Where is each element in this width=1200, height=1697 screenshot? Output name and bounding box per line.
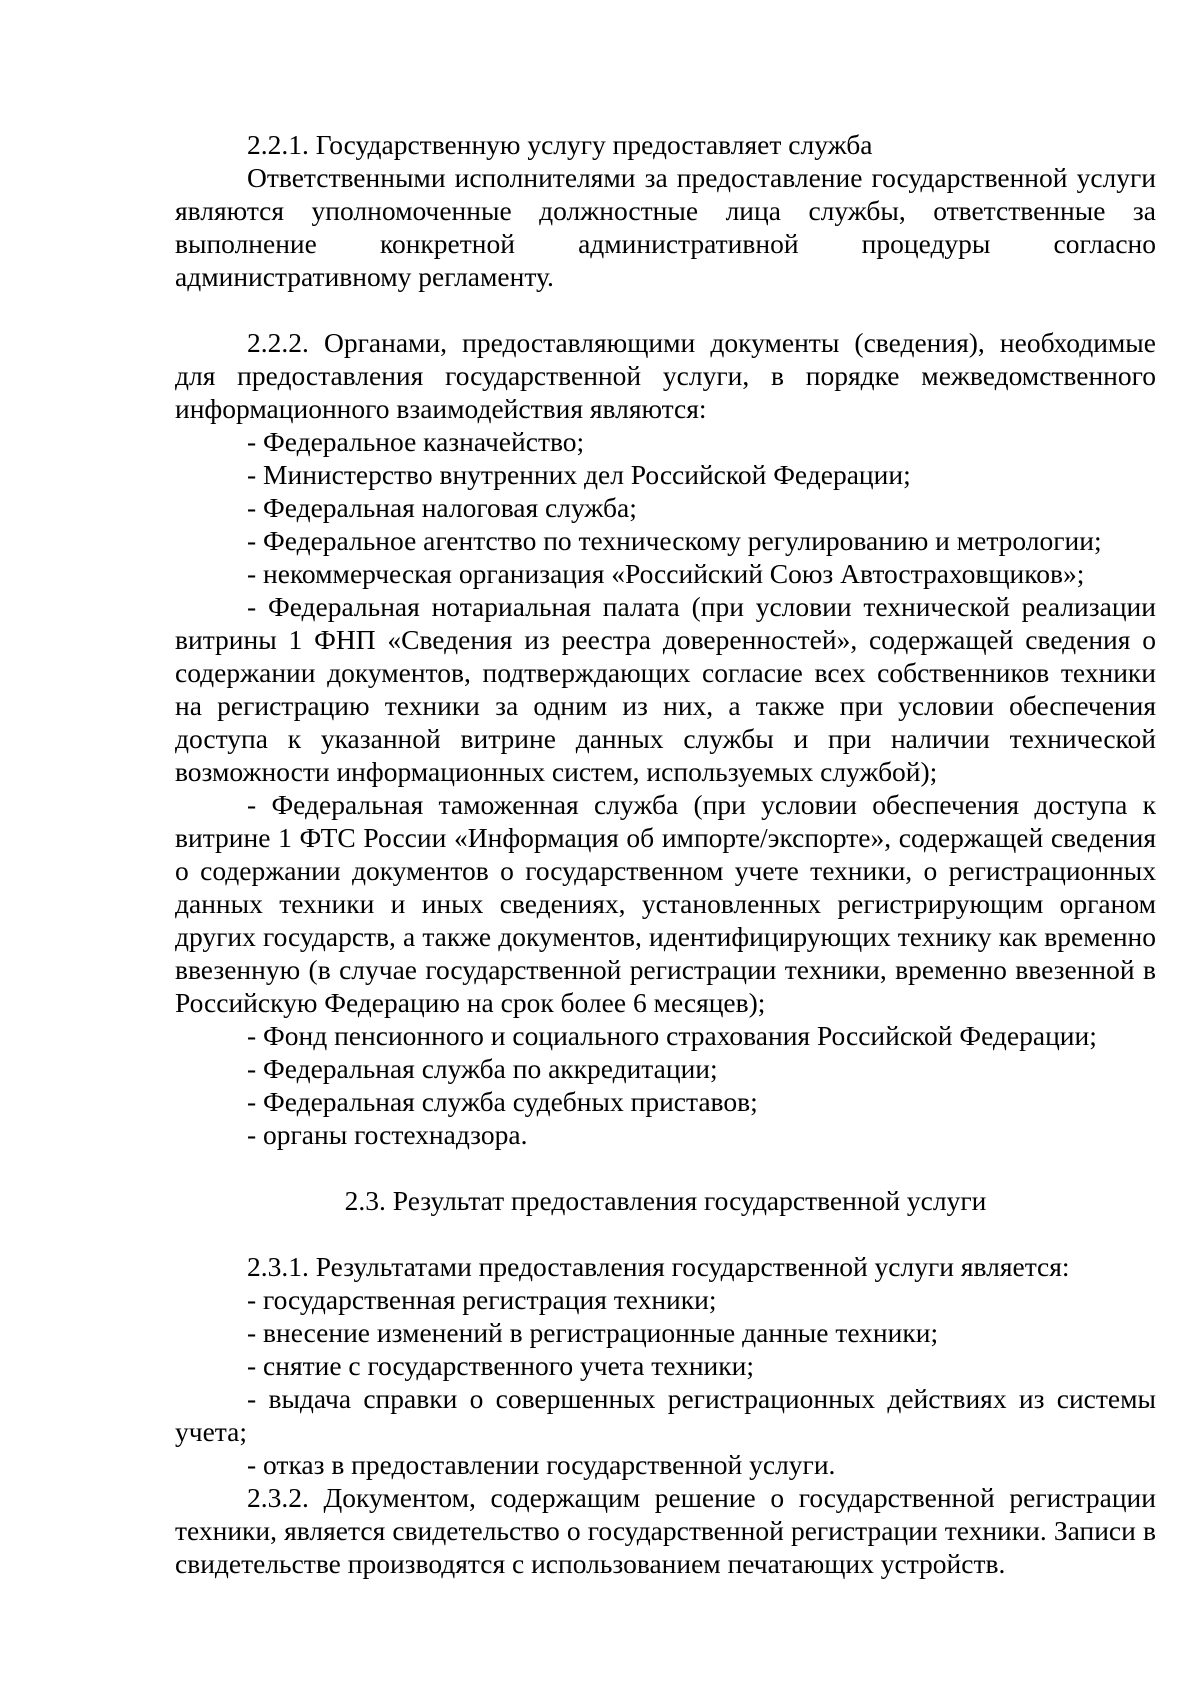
paragraph-2-3-1: 2.3.1. Результатами предоставления государственной услуги является: [247,1251,1070,1282]
list-item-organ: - Федеральная нотариальная палата (при условии технической реализации витрины 1 ФНП «Сведения из реестра доверенностей», содержащей сведения о содержании документов, подтверждающих согласие всех собственников техники на регистрацию техники за одним из них, а также при условии обеспечения доступа к указанной витрине данных службы и при наличии технической возможности информационных систем, используемых службой); [175,591,1156,787]
list-item-result: - внесение изменений в регистрационные данные техники; [247,1317,939,1348]
list-item-organ: - Федеральная служба по аккредитации; [247,1053,718,1084]
list-item-organ: - некоммерческая организация «Российский Союз Автостраховщиков»; [247,558,1085,589]
paragraph-2-3-2: 2.3.2. Документом, содержащим решение о государственной регистрации техники, является свидетельство о государственной регистрации техники. Записи в свидетельстве производятся с использованием печатающих устройств. [175,1482,1156,1579]
list-item-organ: - Федеральное казначейство; [247,426,585,457]
list-item-result: - выдача справки о совершенных регистрационных действиях из системы учета; [175,1383,1156,1447]
list-item-organ: - Федеральная таможенная служба (при условии обеспечения доступа к витрине 1 ФТС России «Информация об импорте/экспорте», содержащей сведения о содержании документов о государственном учете техники, о регистрационных данных техники и иных сведениях, установленных регистрирующим органом других государств, а также документов, идентифицирующих технику как временно ввезенную (в случае государственной регистрации техники, временно ввезенной в Российскую Федерацию на срок более 6 месяцев); [175,789,1156,1018]
paragraph-2-2-2: 2.2.2. Органами, предоставляющими документы (сведения), необходимые для предоставления государственной услуги, в порядке межведомственного информационного взаимодействия являются: [175,327,1156,424]
section-heading: 2.3. Результат предоставления государственной услуги [344,1185,987,1216]
paragraph-2-2-1: 2.2.1. Государственную услугу предоставляет служба [247,129,873,160]
list-item-organ: - Федеральная налоговая служба; [247,492,637,523]
spacer [175,1217,1156,1250]
list-item-organ: - Федеральное агентство по техническому регулированию и метрологии; [247,525,1102,556]
document-body [175,128,1156,1580]
list-item-organ: - Фонд пенсионного и социального страхования Российской Федерации; [247,1020,1097,1051]
spacer [175,293,1156,326]
paragraph-responsible-executors: Ответственными исполнителями за предоставление государственной услуги являются уполномоченные должностные лица службы, ответственные за выполнение конкретной административной процедуры согласно административному регламенту. [175,162,1156,292]
list-item-result: - снятие с государственного учета техники; [247,1350,754,1381]
list-item-organ: - органы гостехнадзора. [247,1119,528,1150]
list-item-organ: - Федеральная служба судебных приставов; [247,1086,758,1117]
list-item-organ: - Министерство внутренних дел Российской Федерации; [247,459,911,490]
list-item-result: - отказ в предоставлении государственной услуги. [247,1449,836,1480]
spacer [175,1151,1156,1184]
list-item-result: - государственная регистрация техники; [247,1284,717,1315]
